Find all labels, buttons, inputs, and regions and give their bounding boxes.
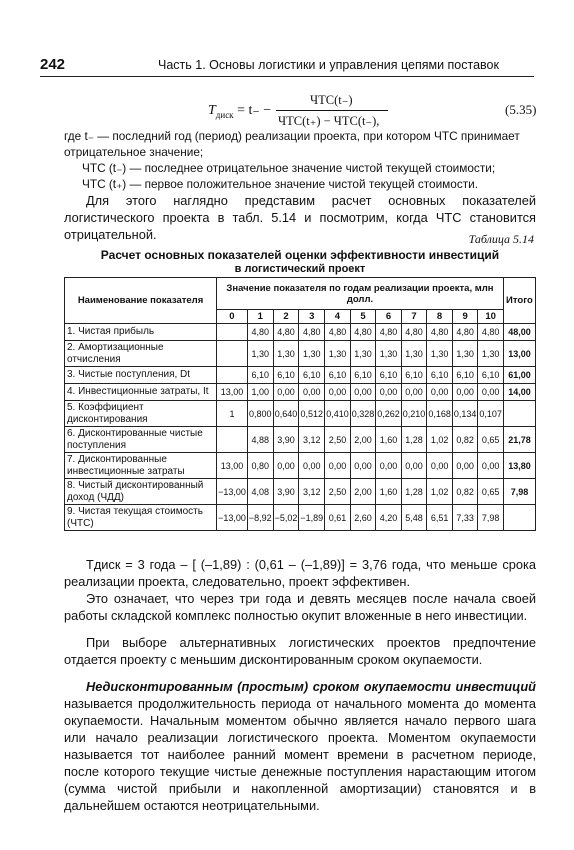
row-label: 2. Амортизационные отчисления [65, 341, 217, 367]
table-cell: 4,08 [247, 479, 273, 505]
table-cell: 0,65 [478, 479, 504, 505]
row-total: 48,00 [503, 324, 535, 341]
table-cell: 3,12 [299, 479, 325, 505]
row-label: 7. Дисконтированные инвестиционные затраты [65, 453, 217, 479]
table-cell: 6,10 [401, 367, 427, 384]
simple-payback-term: Недисконтированным (простым) сроком окупаемости инвестиций [86, 679, 536, 694]
year-header: 4 [325, 310, 351, 324]
table-cell: 4,80 [350, 324, 376, 341]
page-number: 242 [40, 56, 66, 73]
year-header: 9 [452, 310, 478, 324]
row-label: 3. Чистые поступления, Dt [65, 367, 217, 384]
year-header: 0 [217, 310, 248, 324]
table-cell: 13,00 [217, 384, 248, 401]
table-cell: 0,00 [325, 453, 351, 479]
table-cell: 0,512 [299, 401, 325, 427]
table-title-line2: в логистический проект [234, 263, 366, 275]
table-cell: 0,00 [299, 453, 325, 479]
table-title [64, 248, 536, 276]
table-cell: 0,00 [376, 384, 402, 401]
table-cell: −13,00 [217, 505, 248, 531]
row-label: 9. Чистая текущая стоимость (ЧТС) [65, 505, 217, 531]
table-cell: 6,10 [325, 367, 351, 384]
table-cell: −8,92 [247, 505, 273, 531]
row-total: 13,00 [503, 341, 535, 367]
table-cell: 0,00 [350, 453, 376, 479]
table-cell: 0,00 [452, 453, 478, 479]
table-cell: 1,30 [273, 341, 299, 367]
table-cell: 4,80 [452, 324, 478, 341]
table-cell: 0,410 [325, 401, 351, 427]
table-row [65, 401, 536, 427]
year-header: 5 [350, 310, 376, 324]
table-cell: 3,90 [273, 479, 299, 505]
table-cell: 4,80 [247, 324, 273, 341]
year-header: 10 [478, 310, 504, 324]
table-cell: 6,10 [452, 367, 478, 384]
table-row [65, 453, 536, 479]
table-cell: 0,00 [478, 384, 504, 401]
table-cell: 1,28 [401, 479, 427, 505]
table-row [65, 324, 536, 341]
table-cell: 7,98 [478, 505, 504, 531]
table-cell: 2,50 [325, 427, 351, 453]
table-cell: 0,328 [350, 401, 376, 427]
row-label: 6. Дисконтированные чистые поступления [65, 427, 217, 453]
table-cell: 6,10 [273, 367, 299, 384]
table-cell: 0,210 [401, 401, 427, 427]
year-header: 7 [401, 310, 427, 324]
row-total: 13,80 [503, 453, 535, 479]
year-header: 1 [247, 310, 273, 324]
table-cell: 0,00 [427, 384, 453, 401]
table-row [65, 427, 536, 453]
table-cell: 4,80 [401, 324, 427, 341]
table-cell: 6,10 [247, 367, 273, 384]
table-cell: 1,30 [452, 341, 478, 367]
year-header: 3 [299, 310, 325, 324]
formula-lhs: $T_{диск} = t_-$ − [208, 103, 272, 120]
table-cell [217, 367, 248, 384]
preference-paragraph: При выборе альтернативных логистических проектов предпочтение отдается проекту с меньшим дисконтированным сроком окупаемости. [64, 635, 536, 667]
table-cell: 1,30 [401, 341, 427, 367]
table-cell: 0,168 [427, 401, 453, 427]
row-label: 4. Инвестиционные затраты, It [65, 384, 217, 401]
table-cell: 0,00 [478, 453, 504, 479]
table-cell: 1,30 [478, 341, 504, 367]
table-cell: 3,90 [273, 427, 299, 453]
table-cell: 1,30 [247, 341, 273, 367]
table-row [65, 341, 536, 367]
table-cell: 0,00 [325, 384, 351, 401]
table-cell: 0,00 [273, 453, 299, 479]
table-cell: 1,30 [299, 341, 325, 367]
table-cell: −1,89 [299, 505, 325, 531]
table-cell: −5,02 [273, 505, 299, 531]
table-cell: 1,60 [376, 479, 402, 505]
formula-number: (5.35) [505, 102, 537, 117]
table-cell: 6,10 [478, 367, 504, 384]
header-values-by-year: Значение показателя по годам реализации проекта, млн долл. [217, 278, 504, 310]
table-cell: 2,00 [350, 427, 376, 453]
table-cell: 0,00 [427, 453, 453, 479]
fraction-bar [276, 110, 388, 111]
table-cell: 2,00 [350, 479, 376, 505]
table-cell: 0,61 [325, 505, 351, 531]
header-rule [40, 76, 534, 77]
table-cell: 0,107 [478, 401, 504, 427]
table-cell: 6,51 [427, 505, 453, 531]
table-cell: 4,80 [273, 324, 299, 341]
row-total: 14,00 [503, 384, 535, 401]
table-cell: 0,800 [247, 401, 273, 427]
table-cell: 0,82 [452, 479, 478, 505]
investment-table [64, 277, 536, 531]
table-cell: 1,30 [427, 341, 453, 367]
table-cell: 6,10 [299, 367, 325, 384]
formula-numerator: ЧТС(t₋) [310, 93, 353, 107]
row-total: 7,98 [503, 479, 535, 505]
header-total: Итого [503, 278, 535, 324]
meaning-paragraph: Это означает, что через три года и девять месяцев после начала своей работы складской комплекс полностью окупит вложенные в него инвестиции. [64, 591, 536, 623]
table-cell: 4,80 [478, 324, 504, 341]
table-cell: 4,88 [247, 427, 273, 453]
table-cell: 4,20 [376, 505, 402, 531]
table-cell: 3,12 [299, 427, 325, 453]
table-cell: 4,80 [299, 324, 325, 341]
table-cell: 6,10 [376, 367, 402, 384]
table-cell: 6,10 [427, 367, 453, 384]
running-head: Часть 1. Основы логистики и управления цепями поставок [158, 58, 499, 72]
table-cell: −13,00 [217, 479, 248, 505]
table-cell: 1,00 [247, 384, 273, 401]
formula-definitions [64, 128, 530, 192]
table-cell [217, 341, 248, 367]
year-header: 8 [427, 310, 453, 324]
year-header: 6 [376, 310, 402, 324]
row-total [503, 505, 535, 531]
table-row [65, 505, 536, 531]
table-cell: 5,48 [401, 505, 427, 531]
table-cell: 0,640 [273, 401, 299, 427]
simple-payback-paragraph [64, 678, 536, 814]
row-label: 8. Чистый дисконтированный доход (ЧДД) [65, 479, 217, 505]
table-cell: 6,10 [350, 367, 376, 384]
definition-npv-negative: ЧТС (t₋) — последнее отрицательное значение чистой текущей стоимости; [82, 161, 496, 175]
table-cell: 2,60 [350, 505, 376, 531]
table-cell: 4,80 [376, 324, 402, 341]
table-cell: 0,00 [401, 453, 427, 479]
table-cell: 4,80 [325, 324, 351, 341]
row-label: 1. Чистая прибыль [65, 324, 217, 341]
table-cell: 0,00 [350, 384, 376, 401]
table-cell [217, 427, 248, 453]
definition-t-minus: где t₋ — последний год (период) реализации проекта, при котором ЧТС принимает отрицательное значение; [64, 129, 520, 159]
row-total: 61,00 [503, 367, 535, 384]
table-cell: 1 [217, 401, 248, 427]
row-total [503, 401, 535, 427]
table-cell: 0,262 [376, 401, 402, 427]
table-title-line1: Расчет основных показателей оценки эффективности инвестиций [100, 248, 500, 262]
row-label: 5. Коэффициент дисконтирования [65, 401, 217, 427]
row-total: 21,78 [503, 427, 535, 453]
table-number: Таблица 5.14 [468, 232, 534, 246]
table-cell: 1,02 [427, 479, 453, 505]
table-cell: 7,33 [452, 505, 478, 531]
table-cell: 1,30 [325, 341, 351, 367]
table-cell: 0,00 [452, 384, 478, 401]
table-cell: 1,30 [350, 341, 376, 367]
table-cell: 0,80 [247, 453, 273, 479]
table-cell: 13,00 [217, 453, 248, 479]
header-indicator-name: Наименование показателя [65, 278, 217, 324]
table-cell: 2,50 [325, 479, 351, 505]
table-row [65, 479, 536, 505]
definition-npv-positive: ЧТС (t₊) — первое положительное значение чистой текущей стоимости. [82, 177, 479, 191]
year-header: 2 [273, 310, 299, 324]
formula-5-35 [0, 92, 574, 132]
table-cell: 4,80 [427, 324, 453, 341]
formula-denominator: ЧТС(t₊) − ЧТС(t₋), [278, 114, 380, 128]
table-cell: 0,134 [452, 401, 478, 427]
table-cell: 0,00 [401, 384, 427, 401]
table-cell: 1,60 [376, 427, 402, 453]
table-row [65, 384, 536, 401]
table-cell: 0,65 [478, 427, 504, 453]
intro-paragraph: Для этого наглядно представим расчет основных показателей логистического проекта в табл. 5.14 и посмотрим, когда ЧТС становится отрицательной. [64, 193, 536, 242]
table-cell: 0,00 [299, 384, 325, 401]
table-cell: 0,00 [273, 384, 299, 401]
calc-line: Tдиск = 3 года – [ (–1,89) : (0,61 – (–1,89)] = 3,76 года, что меньше срока реализации проекта, следовательно, проект эффективен. [64, 557, 536, 589]
table-row [65, 367, 536, 384]
simple-payback-text: называется продолжительность периода от начального момента до момента окупаемости. Начальным моментом обычно является начало первого шага или начало реализации логистического проекта. Моментом окупаемости называется тот наиболее ранний момент времени в расчетном периоде, после которого текущие чистые денежные поступления нарастающим итогом (сумма чистой прибыли и накопленной амортизации) становятся и в дальнейшем остаются неотрицательными. [64, 696, 536, 813]
table-cell [217, 324, 248, 341]
table-cell: 0,82 [452, 427, 478, 453]
table-cell: 1,30 [376, 341, 402, 367]
table-cell: 1,28 [401, 427, 427, 453]
table-cell: 0,00 [376, 453, 402, 479]
table-cell: 1,02 [427, 427, 453, 453]
